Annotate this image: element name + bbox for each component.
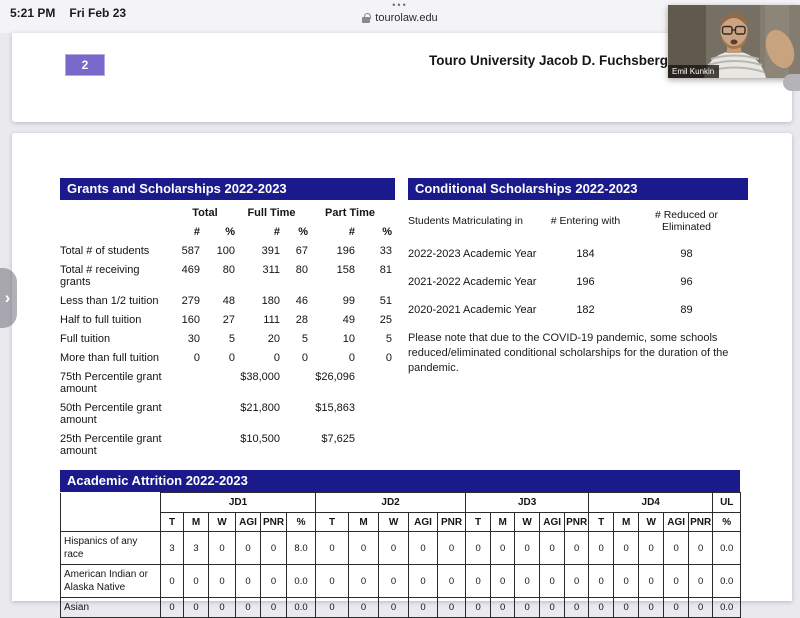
attrition-cell: 0 xyxy=(639,598,664,618)
conditional-col-header: # Entering with xyxy=(550,215,621,227)
grants-subheader-row xyxy=(60,222,392,241)
document-title: Touro University Jacob D. Fuchsberg xyxy=(428,53,668,68)
grants-cell: 10 xyxy=(342,332,355,345)
attrition-cell: 0 xyxy=(184,598,209,618)
grants-col-group: Total xyxy=(192,206,218,219)
grants-subcol-header: # xyxy=(273,225,280,238)
attrition-cell: 0 xyxy=(565,532,589,565)
attrition-subcol-header: M xyxy=(349,513,379,532)
grants-cell: 391 xyxy=(261,244,280,257)
participant-name-label: Emil Kunkin xyxy=(668,65,719,78)
attrition-subcol-header: AGI xyxy=(664,513,689,532)
attrition-col-group: JD4 xyxy=(589,493,713,513)
attrition-cell: 0 xyxy=(236,565,261,598)
conditional-reduced-cell: 89 xyxy=(680,304,693,316)
attrition-cell: 0 xyxy=(261,598,287,618)
grants-cell: 158 xyxy=(336,263,355,276)
attrition-cell: 0 xyxy=(466,565,491,598)
attrition-row-label: American Indian or Alaska Native xyxy=(61,565,161,598)
grants-cell xyxy=(175,429,200,460)
grants-cell: 27 xyxy=(222,313,235,326)
grants-subcol-header: % xyxy=(382,225,392,238)
attrition-cell: 0 xyxy=(379,598,409,618)
attrition-cell: 0 xyxy=(209,565,236,598)
conditional-entering-cell: 184 xyxy=(576,248,595,260)
url-row[interactable] xyxy=(362,12,437,24)
attrition-cell: 0 xyxy=(689,565,713,598)
grants-col-group: Full Time xyxy=(247,206,296,219)
site-url[interactable]: tourolaw.edu xyxy=(375,12,438,24)
grants-cell: 80 xyxy=(222,263,235,276)
attrition-table xyxy=(60,492,741,618)
attrition-subcol-header: % xyxy=(287,513,316,532)
attrition-subcol-header: W xyxy=(515,513,540,532)
attrition-cell: 0.0 xyxy=(713,565,741,598)
grants-cell: 279 xyxy=(181,294,200,307)
grants-col-group: Part Time xyxy=(325,206,375,219)
attrition-cell: 0 xyxy=(349,532,379,565)
grants-cell xyxy=(280,398,308,429)
conditional-table xyxy=(408,205,740,324)
attrition-cell: 0 xyxy=(515,532,540,565)
attrition-cell: 0 xyxy=(316,565,349,598)
grants-cell xyxy=(200,367,235,398)
spacer-cell xyxy=(60,203,175,222)
grants-cell: $15,863 xyxy=(315,401,355,414)
grants-cell xyxy=(175,398,200,429)
grants-row xyxy=(60,291,392,310)
conditional-row xyxy=(408,268,740,296)
grants-group-header-row xyxy=(60,203,392,222)
grants-cell: 99 xyxy=(342,294,355,307)
attrition-subcol-header: T xyxy=(316,513,349,532)
attrition-cell: 0 xyxy=(689,598,713,618)
conditional-reduced-cell: 96 xyxy=(680,276,693,288)
attrition-subcol-header: % xyxy=(713,513,741,532)
attrition-subcol-header: M xyxy=(184,513,209,532)
date: Fri Feb 23 xyxy=(69,6,127,20)
attrition-subcol-header: T xyxy=(161,513,184,532)
spacer-cell xyxy=(60,222,175,241)
grants-cell: 30 xyxy=(187,332,200,345)
grants-cell xyxy=(200,398,235,429)
attrition-cell: 0 xyxy=(614,532,639,565)
grants-row xyxy=(60,398,392,429)
attrition-subcol-header: W xyxy=(379,513,409,532)
grants-cell: 100 xyxy=(216,244,235,257)
attrition-col-group: JD1 xyxy=(161,493,316,513)
grants-row xyxy=(60,348,392,367)
grants-cell: 67 xyxy=(295,244,308,257)
grants-cell xyxy=(200,429,235,460)
conditional-year-label: 2020-2021 Academic Year xyxy=(408,304,537,316)
attrition-cell: 0.0 xyxy=(713,532,741,565)
grants-cell: 0 xyxy=(228,351,235,364)
grants-subcol-header: % xyxy=(298,225,308,238)
grants-row xyxy=(60,367,392,398)
grants-cell: 20 xyxy=(267,332,280,345)
grants-section xyxy=(60,178,395,460)
grants-subcol-header: % xyxy=(225,225,235,238)
grants-cell: 49 xyxy=(342,313,355,326)
attrition-cell: 0 xyxy=(349,598,379,618)
attrition-row xyxy=(61,532,741,565)
grants-table-title: Grants and Scholarships 2022-2023 xyxy=(60,178,395,200)
attrition-row-label: Asian xyxy=(61,598,161,618)
attrition-group-header-row xyxy=(61,493,741,513)
attrition-cell: 0 xyxy=(466,532,491,565)
attrition-subcol-header: M xyxy=(491,513,515,532)
grants-cell: 5 xyxy=(301,332,308,345)
attrition-corner-cell xyxy=(61,493,161,532)
attrition-cell: 0 xyxy=(491,598,515,618)
grants-cell: 33 xyxy=(379,244,392,257)
attrition-cell: 0 xyxy=(540,598,565,618)
attrition-row xyxy=(61,565,741,598)
attrition-cell: 0 xyxy=(639,565,664,598)
grants-cell: $10,500 xyxy=(240,432,280,445)
clock: 5:21 PM xyxy=(10,6,56,20)
attrition-section xyxy=(60,470,740,618)
grants-cell: 5 xyxy=(385,332,392,345)
attrition-subcol-header: W xyxy=(209,513,236,532)
grants-cell: 81 xyxy=(379,263,392,276)
attrition-cell: 0 xyxy=(379,532,409,565)
attrition-subcol-header: PNR xyxy=(438,513,466,532)
grants-cell: 180 xyxy=(261,294,280,307)
attrition-subcol-header: W xyxy=(639,513,664,532)
attrition-cell: 0 xyxy=(409,598,438,618)
attrition-cell: 0 xyxy=(491,565,515,598)
chevron-right-icon: › xyxy=(4,288,11,307)
attrition-subcol-header: PNR xyxy=(261,513,287,532)
conditional-table-title: Conditional Scholarships 2022-2023 xyxy=(408,178,748,200)
conditional-entering-cell: 196 xyxy=(576,276,595,288)
conditional-row xyxy=(408,240,740,268)
page-number-badge: 2 xyxy=(65,54,105,76)
grants-cell: $26,096 xyxy=(315,370,355,383)
attrition-cell: 0 xyxy=(540,532,565,565)
attrition-cell: 3 xyxy=(161,532,184,565)
conditional-year-label: 2021-2022 Academic Year xyxy=(408,276,537,288)
grants-row-label: Total # receiving grants xyxy=(60,263,140,288)
attrition-cell: 0.0 xyxy=(287,565,316,598)
grants-row xyxy=(60,260,392,291)
attrition-subcol-header: PNR xyxy=(689,513,713,532)
attrition-col-group: JD2 xyxy=(316,493,466,513)
conditional-col-header: Students Matriculating in xyxy=(408,215,523,227)
conditional-section xyxy=(408,178,748,377)
participant-video-tile[interactable] xyxy=(668,5,800,78)
conditional-header-row xyxy=(408,205,740,240)
attrition-cell: 3 xyxy=(184,532,209,565)
attrition-cell: 0 xyxy=(589,598,614,618)
grants-row xyxy=(60,241,392,260)
grants-row-label: Total # of students xyxy=(60,244,150,257)
attrition-cell: 0 xyxy=(540,565,565,598)
document-page-content xyxy=(12,133,792,613)
video-corner-tab[interactable] xyxy=(783,74,800,91)
attrition-cell: 0 xyxy=(438,532,466,565)
attrition-cell: 0 xyxy=(614,598,639,618)
attrition-row-label: Hispanics of any race xyxy=(61,532,161,565)
attrition-col-group: UL xyxy=(713,493,741,513)
attrition-table-title: Academic Attrition 2022-2023 xyxy=(60,470,740,492)
attrition-cell: 0 xyxy=(664,565,689,598)
attrition-cell: 0 xyxy=(379,565,409,598)
attrition-cell: 0 xyxy=(409,565,438,598)
grants-cell xyxy=(355,367,392,398)
attrition-cell: 0 xyxy=(466,598,491,618)
attrition-cell: 0 xyxy=(589,565,614,598)
conditional-col-header: # Reduced or Eliminated xyxy=(654,209,719,233)
attrition-cell: 0 xyxy=(261,532,287,565)
attrition-cell: 0 xyxy=(438,598,466,618)
attrition-col-group: JD3 xyxy=(466,493,589,513)
grants-cell: 469 xyxy=(181,263,200,276)
attrition-cell: 0 xyxy=(161,598,184,618)
attrition-cell: 0 xyxy=(209,532,236,565)
covid-note: Please note that due to the COVID-19 pandemic, some schools reduced/eliminated conditional scholarships for the duration of the pandemic. xyxy=(408,332,729,375)
grants-row xyxy=(60,429,392,460)
grants-cell: 0 xyxy=(193,351,200,364)
grants-subcol-header: # xyxy=(193,225,200,238)
grants-cell: 0 xyxy=(385,351,392,364)
grants-cell: $38,000 xyxy=(240,370,280,383)
grants-cell: 51 xyxy=(379,294,392,307)
attrition-cell: 0 xyxy=(316,532,349,565)
conditional-entering-cell: 182 xyxy=(576,304,595,316)
attrition-cell: 0 xyxy=(614,565,639,598)
grants-cell: 111 xyxy=(263,313,280,326)
attrition-cell: 0 xyxy=(438,565,466,598)
grants-cell: 5 xyxy=(228,332,235,345)
attrition-cell: 0 xyxy=(515,598,540,618)
grants-cell: 25 xyxy=(379,313,392,326)
attrition-cell: 0 xyxy=(639,532,664,565)
grants-row-label: 75th Percentile grant amount xyxy=(60,370,162,395)
grants-cell xyxy=(280,367,308,398)
attrition-cell: 0 xyxy=(161,565,184,598)
grants-row-label: Less than 1/2 tuition xyxy=(60,294,159,307)
attrition-cell: 0 xyxy=(491,532,515,565)
attrition-cell: 0 xyxy=(664,532,689,565)
grants-cell: 0 xyxy=(348,351,355,364)
grants-cell: 48 xyxy=(222,294,235,307)
grants-cell: $21,800 xyxy=(240,401,280,414)
conditional-row xyxy=(408,296,740,324)
grants-subcol-header: # xyxy=(348,225,355,238)
grants-cell xyxy=(280,429,308,460)
grants-cell: 0 xyxy=(273,351,280,364)
attrition-cell: 0 xyxy=(589,532,614,565)
attrition-subcol-header: AGI xyxy=(236,513,261,532)
grants-row-label: 25th Percentile grant amount xyxy=(60,432,162,457)
conditional-reduced-cell: 98 xyxy=(680,248,693,260)
attrition-row xyxy=(61,598,741,618)
attrition-cell: 0 xyxy=(565,565,589,598)
attrition-subcol-header: AGI xyxy=(409,513,438,532)
grants-cell: 80 xyxy=(295,263,308,276)
grants-cell: 160 xyxy=(181,313,200,326)
slideout-panel-handle[interactable] xyxy=(0,268,17,328)
grants-row xyxy=(60,310,392,329)
grants-cell: 311 xyxy=(262,263,280,276)
attrition-subheader-row xyxy=(61,513,741,532)
grants-cell: 196 xyxy=(336,244,355,257)
grants-row-label: 50th Percentile grant amount xyxy=(60,401,162,426)
conditional-year-label: 2022-2023 Academic Year xyxy=(408,248,537,260)
attrition-cell: 0 xyxy=(689,532,713,565)
attrition-cell: 0 xyxy=(664,598,689,618)
attrition-subcol-header: T xyxy=(466,513,491,532)
grants-row-label: More than full tuition xyxy=(60,351,160,364)
grants-cell: 0 xyxy=(301,351,308,364)
tab-overflow-dots[interactable]: ••• xyxy=(392,0,408,10)
grants-row-label: Half to full tuition xyxy=(60,313,142,326)
grants-row xyxy=(60,329,392,348)
grants-cell xyxy=(355,429,392,460)
grants-row-label: Full tuition xyxy=(60,332,111,345)
grants-table xyxy=(60,203,392,460)
lock-icon xyxy=(362,17,370,23)
attrition-cell: 0 xyxy=(209,598,236,618)
attrition-subcol-header: AGI xyxy=(540,513,565,532)
attrition-subcol-header: T xyxy=(589,513,614,532)
attrition-subcol-header: PNR xyxy=(565,513,589,532)
grants-cell xyxy=(355,398,392,429)
attrition-cell: 0 xyxy=(349,565,379,598)
grants-cell: $7,625 xyxy=(321,432,355,445)
grants-cell: 28 xyxy=(295,313,308,326)
attrition-subcol-header: M xyxy=(614,513,639,532)
attrition-cell: 0 xyxy=(261,565,287,598)
attrition-cell: 0 xyxy=(565,598,589,618)
attrition-cell: 0 xyxy=(515,565,540,598)
attrition-cell: 0 xyxy=(236,598,261,618)
attrition-cell: 0 xyxy=(409,532,438,565)
grants-cell: 46 xyxy=(295,294,308,307)
attrition-cell: 0 xyxy=(184,565,209,598)
attrition-cell: 0.0 xyxy=(287,598,316,618)
attrition-cell: 0 xyxy=(316,598,349,618)
attrition-cell: 8.0 xyxy=(287,532,316,565)
grants-cell: 587 xyxy=(181,244,200,257)
attrition-cell: 0.0 xyxy=(713,598,741,618)
attrition-cell: 0 xyxy=(236,532,261,565)
grants-cell xyxy=(175,367,200,398)
